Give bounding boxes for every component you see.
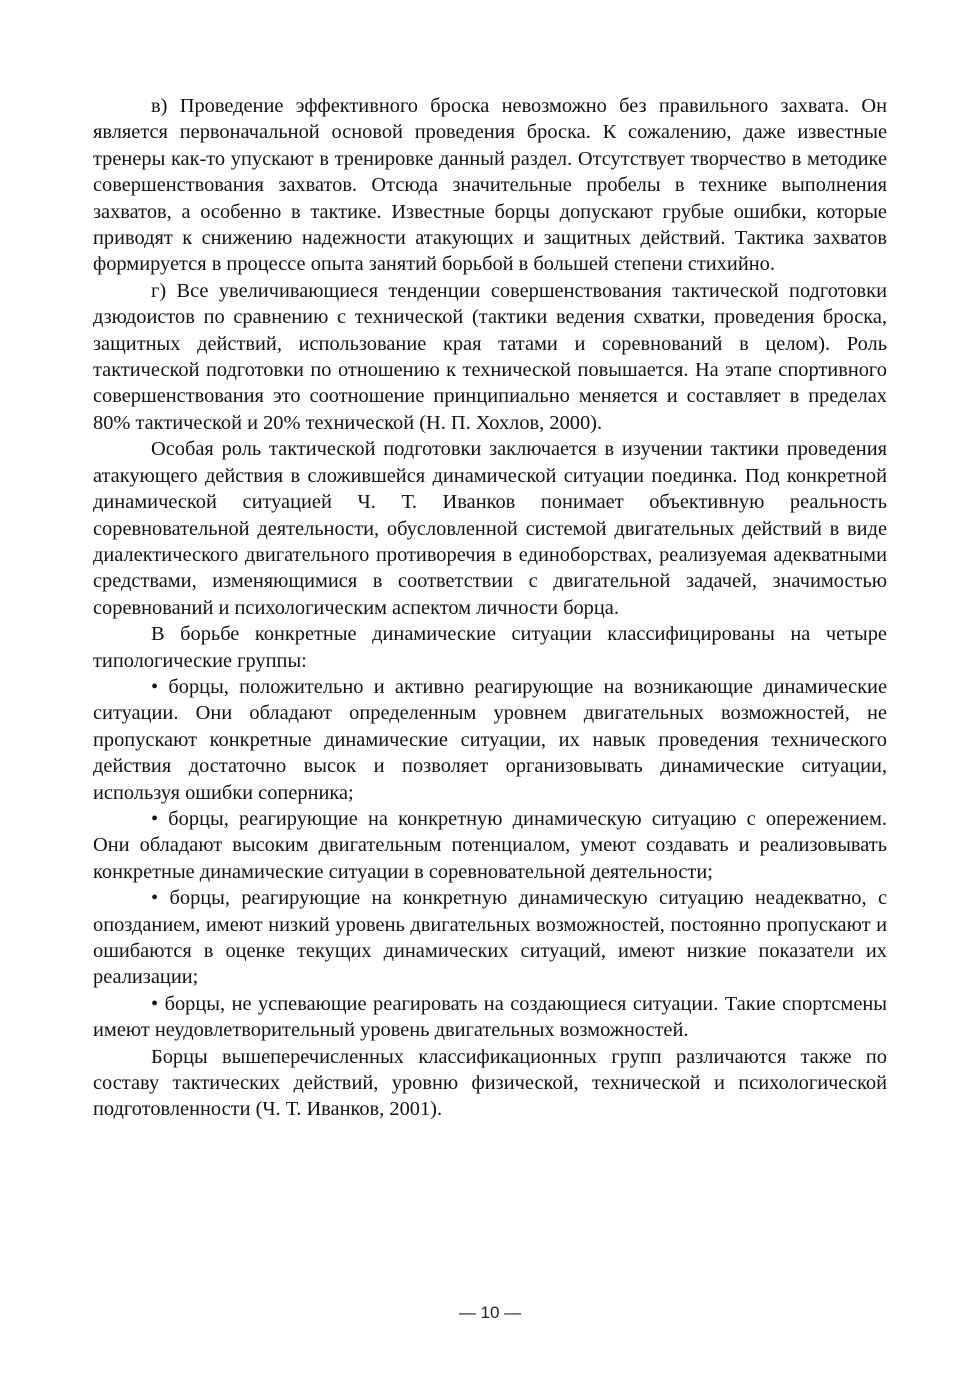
list-item-group-4: • борцы, не успевающие реагировать на создающиеся ситуации. Такие спортсмены имеют неудовлетворительный уровень двигательных возможностей. — [93, 992, 887, 1042]
paragraph-conclusion: Борцы вышеперечисленных классификационных групп различаются также по составу тактических действий, уровню физической, технической и психологической подготовленности (Ч. Т. Иванков, 2001). — [93, 1045, 887, 1121]
paragraph-classification-intro: В борьбе конкретные динамические ситуации классифицированы на четыре типологические группы: — [93, 623, 887, 672]
paragraph-tactical-role: Особая роль тактической подготовки заключается в изучении тактики проведения атакующего действия в сложившейся динамической ситуации поединка. Под конкретной динамической ситуацией Ч. Т. Иванков понимает объективную реальность соревновательной деятельности, обусловленной системой двигательных действий в виде диалектического двигательного противоречия в единоборствах, реализуемая адекватными средствами, изменяющимися в соответствии с двигательной задачей, значимостью соревнований и психологическим аспектом личности борца. — [93, 438, 887, 619]
page-number: — 10 — — [458, 1303, 522, 1322]
page-body — [93, 93, 887, 1123]
paragraph-grip-importance: в) Проведение эффективного броска невозможно без правильного захвата. Он является первоначальной основой проведения броска. К сожалению, даже известные тренеры как-то упускают в тренировке данный раздел. Отсутствует творчество в методике совершенствования захватов. Отсюда значительные пробелы в технике выполнения захватов, а особенно в тактике. Известные борцы допускают грубые ошибки, которые приводят к снижению надежности атакующих и защитных действий. Тактика захватов формируется в процессе опыта занятий борьбой в большей степени стихийно. — [93, 95, 887, 276]
list-item-group-2: • борцы, реагирующие на конкретную динамическую ситуацию с опережением. Они обладают высоким двигательным потенциалом, умеют создавать и реализовывать конкретные динамические ситуации в соревновательной деятельности; — [93, 807, 887, 883]
list-item-group-1: • борцы, положительно и активно реагирующие на возникающие динамические ситуации. Они обладают определенным уровнем двигательных возможностей, не пропускают конкретные динамические ситуации, их навык проведения технического действия достаточно высок и позволяет организовывать динамические ситуации, используя ошибки соперника; — [93, 675, 887, 804]
list-item-group-3: • борцы, реагирующие на конкретную динамическую ситуацию неадекватно, с опозданием, имеют низкий уровень двигательных возможностей, постоянно пропускают и ошибаются в оценке текущих динамических ситуаций, имеют низкие показатели их реализации; — [93, 887, 887, 989]
paragraph-tactical-tendencies: г) Все увеличивающиеся тенденции совершенствования тактической подготовки дзюдоистов по сравнению с технической (тактики ведения схватки, проведения броска, защитных действий, использование края татами и соревнований в целом). Роль тактической подготовки по отношению к технической повышается. На этапе спортивного совершенствования это соотношение принципиально меняется и составляет в пределах 80% тактической и 20% технической (Н. П. Хохлов, 2000). — [93, 279, 887, 434]
